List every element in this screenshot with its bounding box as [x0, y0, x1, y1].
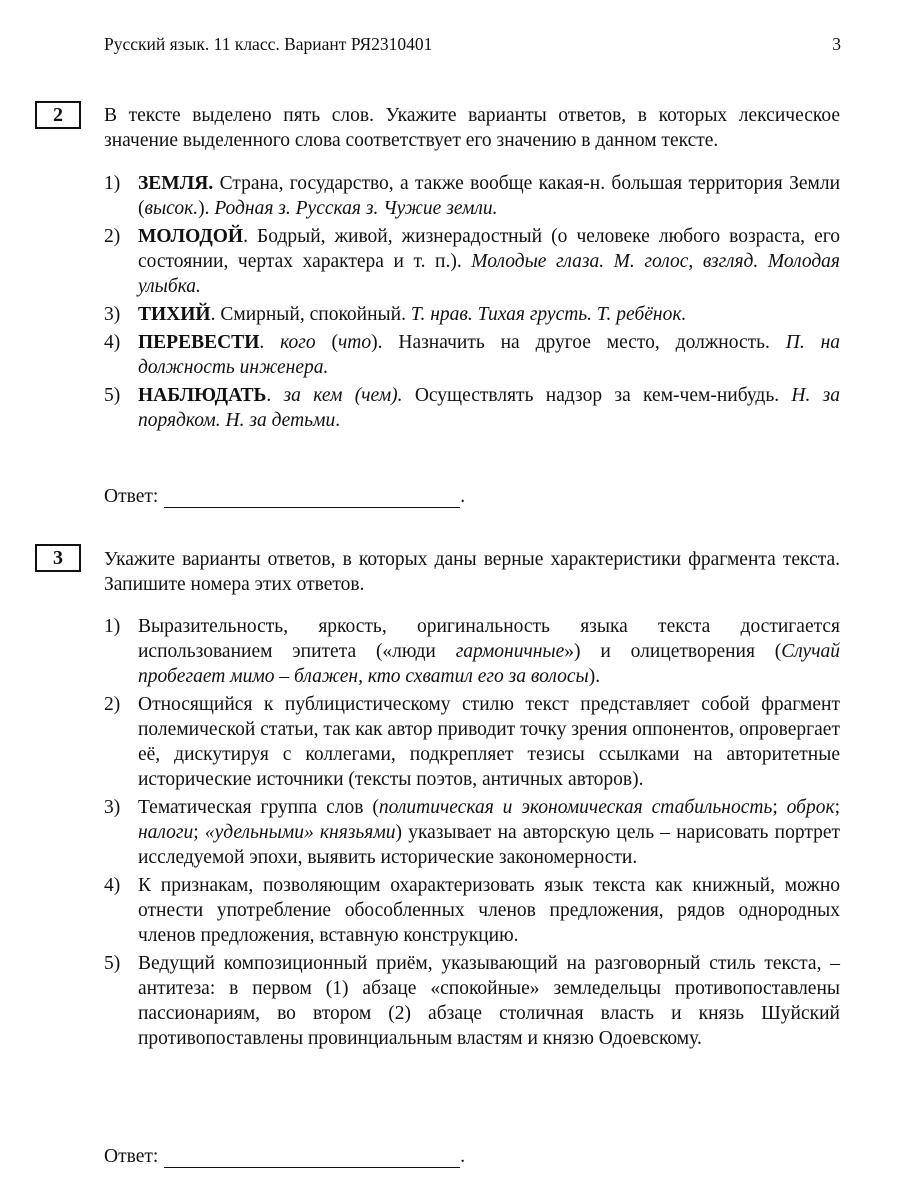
list-item — [104, 614, 840, 689]
option-text: К признакам, позволяющим охарактеризовать язык текста как книжный, можно отнести употребление обособленных членов предложения, рядов однородных членов предложения, вставную конструкцию. — [138, 875, 840, 946]
task-intro: Укажите варианты ответов, в которых даны верные характеристики фрагмента текста. Запишите номера этих ответов. — [104, 549, 840, 595]
task-number-box: 3 — [35, 544, 81, 572]
option-number: 4) — [104, 332, 121, 353]
option-word: МОЛОДОЙ — [138, 226, 244, 247]
answer-line[interactable] — [164, 487, 460, 508]
answer-label: Ответ: — [104, 486, 159, 507]
page-number: 3 — [832, 34, 841, 54]
option-list — [104, 614, 840, 1051]
option-text-part: ; — [193, 822, 205, 843]
option-government: за кем (чем). — [271, 385, 403, 406]
option-text-part: Выразительность, яркость, оригинальность языка текста достигается использованием эпитета («люди — [138, 616, 840, 662]
option-text-part: Осуществлять надзор за кем-чем-нибудь. — [402, 385, 780, 406]
option-italic: «удельными» князьями — [204, 822, 396, 843]
list-item — [104, 873, 840, 948]
option-note: высок. — [144, 198, 199, 219]
list-item — [104, 383, 840, 433]
option-word: НАБЛЮДАТЬ — [138, 385, 267, 406]
option-number: 3) — [104, 304, 121, 325]
list-item — [104, 692, 840, 792]
list-item — [104, 171, 840, 221]
list-item — [104, 951, 840, 1051]
option-text-part: ») и олицетворения ( — [564, 641, 782, 662]
option-list — [104, 171, 840, 433]
option-examples: Т. нрав. Тихая грусть. Т. ребёнок. — [405, 304, 687, 325]
option-word: ЗЕМЛЯ. — [138, 173, 214, 194]
option-text-part: ). — [198, 198, 210, 219]
list-item — [104, 224, 840, 299]
answer-period: . — [460, 486, 466, 507]
option-definition: . Смирный, спокойный. — [210, 304, 406, 325]
option-text-part: Тематическая группа слов ( — [138, 797, 379, 818]
option-government: кого — [280, 332, 316, 353]
option-number: 3) — [104, 797, 121, 818]
option-examples: Молодые глаза. М. голос, взгляд. Молодая улыбка. — [138, 251, 840, 297]
answer-field — [104, 486, 465, 508]
task-2 — [104, 103, 840, 436]
option-text-part: ; — [772, 797, 787, 818]
option-number: 4) — [104, 875, 121, 896]
option-number: 5) — [104, 953, 121, 974]
option-italic: гармоничные — [455, 641, 565, 662]
option-italic: налоги — [138, 822, 194, 843]
page-header — [104, 34, 841, 55]
option-examples: Родная з. Русская з. Чужие земли. — [209, 198, 498, 219]
page-title: Русский язык. 11 класс. Вариант РЯ2310401 — [104, 34, 433, 54]
option-number: 1) — [104, 616, 121, 637]
answer-period: . — [460, 1146, 466, 1167]
option-word: ПЕРЕВЕСТИ — [138, 332, 260, 353]
option-text: Ведущий композиционный приём, указывающий на разговорный стиль текста, – антитеза: в первом (1) абзаце «спокойные» земледельцы противопоставлены пассионариям, во втором (2) абзаце столичная власть и князь Шуйский противопоставлены провинциальным властям и князю Одоевскому. — [138, 953, 840, 1049]
option-italic: оброк — [786, 797, 835, 818]
option-text-part: ). Назначить на другое место, должность. — [371, 332, 770, 353]
option-text-part: ; — [834, 797, 840, 818]
option-definition: . Бодрый, живой, жизнерадостный (о человеке любого возраста, его состоянии, чертах характера и т. п.). — [138, 226, 840, 272]
answer-field — [104, 1146, 465, 1168]
option-number: 2) — [104, 226, 121, 247]
task-intro: В тексте выделено пять слов. Укажите варианты ответов, в которых лексическое значение выделенного слова соответствует его значению в данном тексте. — [104, 105, 840, 151]
option-italic: Случай пробегает мимо – блажен, кто схватил его за волосы — [138, 641, 840, 687]
list-item — [104, 302, 840, 327]
list-item — [104, 795, 840, 870]
option-government: что — [337, 332, 372, 353]
option-number: 5) — [104, 385, 121, 406]
answer-line[interactable] — [164, 1147, 460, 1168]
option-text: Относящийся к публицистическому стилю текст представляет собой фрагмент полемической статьи, так как автор приводит точку зрения оппонентов, опровергает её, дискутируя с коллегами, подкрепляет тезисы ссылками на авторитетные исторические источники (тексты поэтов, античных авторов). — [138, 694, 840, 790]
answer-label: Ответ: — [104, 1146, 159, 1167]
option-definition: . — [266, 385, 272, 406]
option-definition: . — [259, 332, 265, 353]
option-text-part: ) указывает на авторскую цель – нарисовать портрет исследуемой эпохи, выявить исторические закономерности. — [138, 822, 841, 868]
option-text-part: ). — [588, 666, 601, 687]
task-number-box: 2 — [35, 101, 81, 129]
option-examples: П. на должность инженера. — [138, 332, 840, 378]
option-text-part: . — [335, 410, 341, 431]
option-word: ТИХИЙ — [138, 304, 211, 325]
option-number: 2) — [104, 694, 121, 715]
option-definition: Страна, государство, а также вообще какая-н. большая территория Земли ( — [138, 173, 841, 219]
option-italic: политическая и экономическая стабильность — [378, 797, 773, 818]
option-number: 1) — [104, 173, 121, 194]
option-text-part: ( — [315, 332, 338, 353]
task-3 — [104, 547, 840, 1054]
list-item — [104, 330, 840, 380]
option-examples: Н. за порядком. Н. за детьми — [138, 385, 841, 431]
